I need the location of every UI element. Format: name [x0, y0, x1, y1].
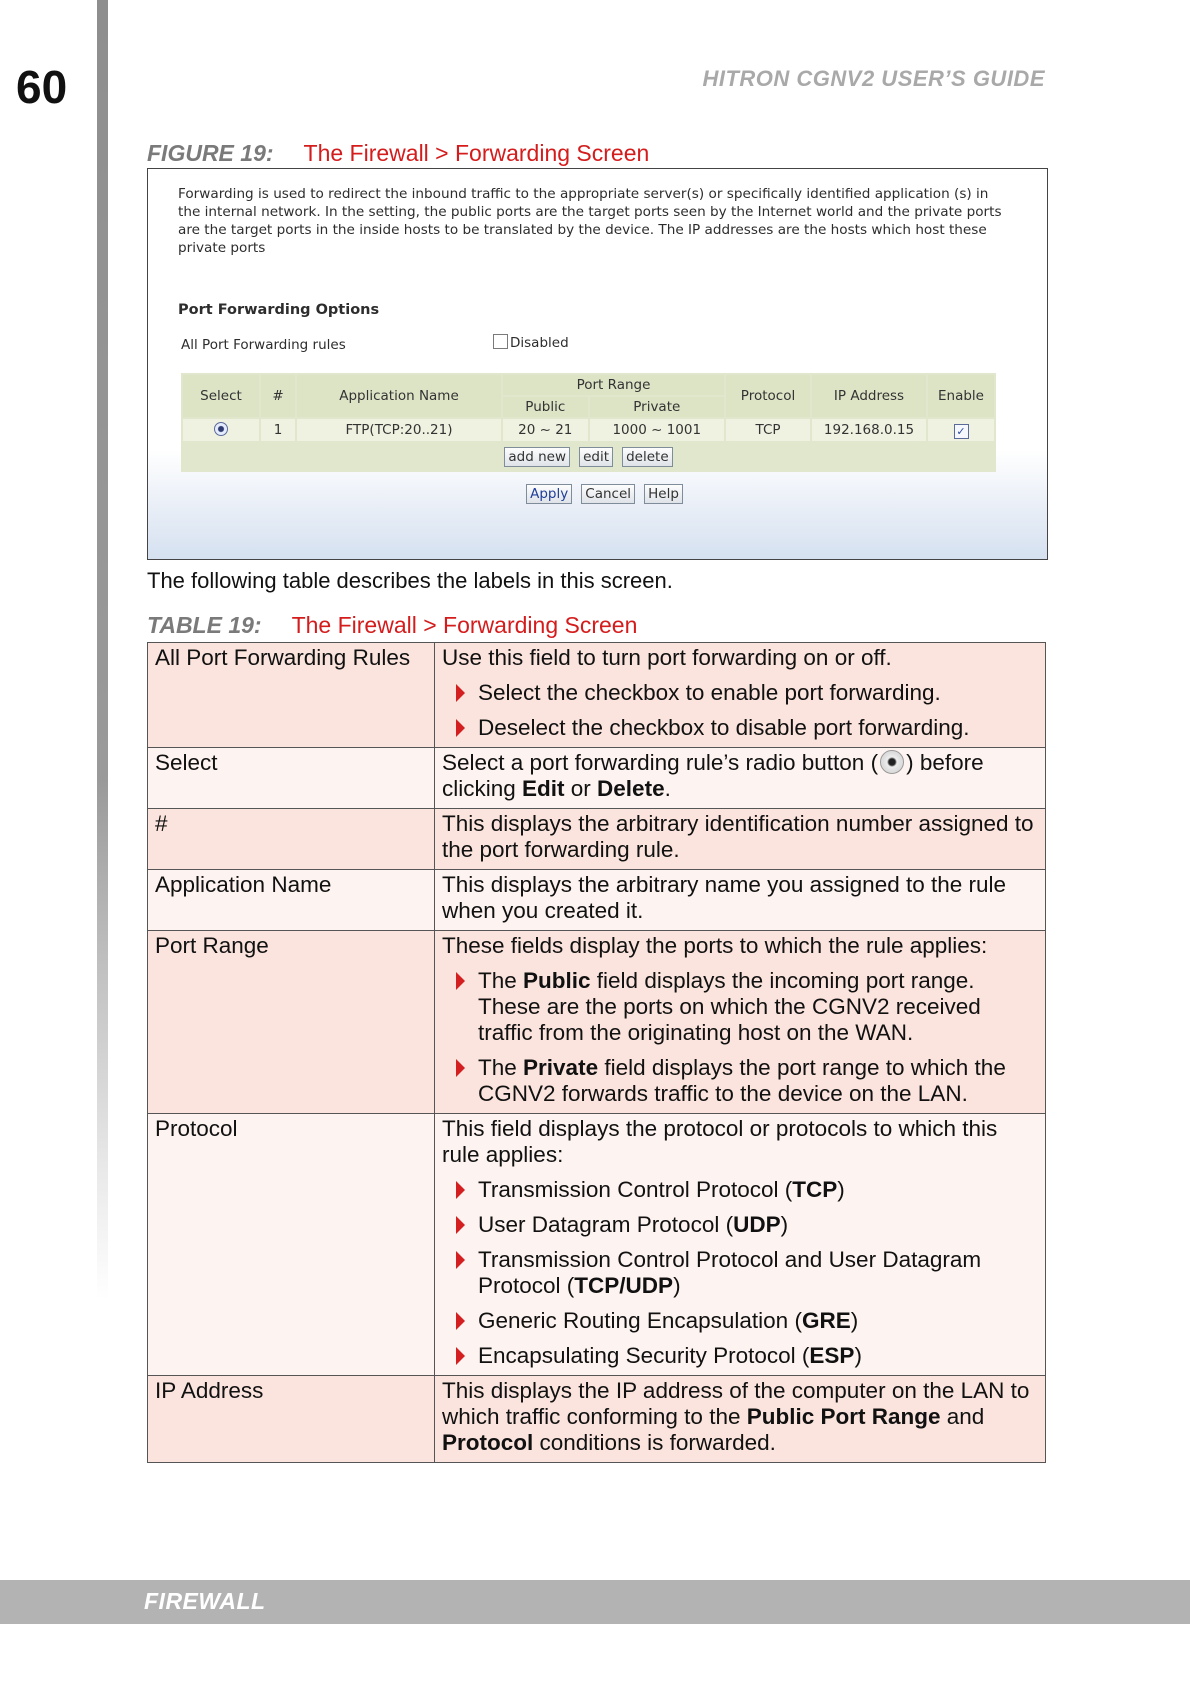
delete-button[interactable]: delete	[622, 447, 673, 467]
row-number: 1	[261, 419, 295, 441]
row-label: Application Name	[148, 870, 435, 931]
col-public: Public	[503, 397, 588, 417]
row-private-range: 1000 ~ 1001	[590, 419, 724, 441]
col-ip-address: IP Address	[812, 375, 926, 417]
row-label: IP Address	[148, 1376, 435, 1463]
table-row	[148, 643, 1046, 748]
row-label: All Port Forwarding Rules	[148, 643, 435, 748]
figure-intro-text: Forwarding is used to redirect the inbound traffic to the appropriate server(s) or specifically identified application (s) in the internal network. In the setting, the public ports are the target ports seen by the Internet world and the private ports are the target ports in the inside hosts to be translated by the device. The IP addresses are the hosts which host these private ports	[178, 186, 1002, 256]
bullet-item: Transmission Control Protocol and User Datagram Protocol (TCP/UDP)	[442, 1247, 1038, 1299]
select-radio[interactable]	[214, 422, 228, 436]
description-table	[147, 642, 1046, 1463]
table-row	[148, 809, 1046, 870]
row-label: Select	[148, 748, 435, 809]
row-protocol: TCP	[726, 419, 810, 441]
footer-bar	[0, 1580, 1190, 1624]
col-application-name: Application Name	[297, 375, 501, 417]
table-button-row	[181, 443, 996, 472]
footer-section-title: FIREWALL	[144, 1588, 266, 1614]
disabled-label: Disabled	[510, 335, 569, 351]
table-row	[148, 1376, 1046, 1463]
table-intro-text: The following table describes the labels in this screen.	[147, 568, 673, 593]
enable-checkbox[interactable]: ✓	[954, 424, 969, 439]
row-description: This field displays the protocol or protocols to which this rule applies: Transmission Control Protocol (TCP) User Datagram Protocol (UDP) Transmission Control Protocol and User Datagram Protocol (TCP/UDP) Generic Routing Encapsulation (GRE) Encapsulating Security Protocol (ESP)	[435, 1114, 1046, 1376]
col-port-range: Port Range	[503, 375, 724, 395]
row-label: #	[148, 809, 435, 870]
edit-button[interactable]: edit	[579, 447, 613, 467]
col-enable: Enable	[928, 375, 994, 417]
col-select: Select	[183, 375, 259, 417]
table-caption	[147, 612, 637, 639]
table-row	[148, 870, 1046, 931]
row-application-name: FTP(TCP:20..21)	[297, 419, 501, 441]
table-label: TABLE 19:	[147, 612, 262, 638]
all-port-forwarding-rules-label: All Port Forwarding rules	[181, 337, 346, 353]
help-button[interactable]: Help	[644, 484, 683, 504]
figure-title: The Firewall > Forwarding Screen	[303, 140, 650, 166]
radio-button-icon	[880, 750, 904, 774]
row-description: This displays the arbitrary name you assigned to the rule when you created it.	[435, 870, 1046, 931]
bullet-item: Transmission Control Protocol (TCP)	[442, 1177, 1038, 1203]
col-number: #	[261, 375, 295, 417]
row-description: Select a port forwarding rule’s radio button ( ) before clicking Edit or Delete.	[435, 748, 1046, 809]
table-row	[148, 931, 1046, 1114]
side-bar	[97, 0, 108, 1300]
col-protocol: Protocol	[726, 375, 810, 417]
row-public-range: 20 ~ 21	[503, 419, 588, 441]
row-description: These fields display the ports to which the rule applies: The Public field displays the incoming port range. These are the ports on which the CGNV2 received traffic from the originating host on the WAN. The Private field displays the port range to which the CGNV2 forwards traffic to the device on the LAN.	[435, 931, 1046, 1114]
form-actions	[148, 483, 1047, 504]
bullet-item: Generic Routing Encapsulation (GRE)	[442, 1308, 1038, 1334]
table-row	[183, 419, 994, 441]
figure-screenshot	[147, 168, 1048, 560]
apply-button[interactable]: Apply	[526, 484, 572, 504]
row-label: Port Range	[148, 931, 435, 1114]
bullet-item: Deselect the checkbox to disable port forwarding.	[442, 715, 1038, 741]
bullet-item: Select the checkbox to enable port forwarding.	[442, 680, 1038, 706]
row-label: Protocol	[148, 1114, 435, 1376]
bullet-item: User Datagram Protocol (UDP)	[442, 1212, 1038, 1238]
bullet-item: The Private field displays the port range to which the CGNV2 forwards traffic to the device on the LAN.	[442, 1055, 1038, 1107]
figure-caption	[147, 140, 649, 167]
table-title: The Firewall > Forwarding Screen	[291, 612, 638, 638]
guide-title: HITRON CGNV2 USER’S GUIDE	[702, 66, 1045, 91]
row-description: This displays the IP address of the computer on the LAN to which traffic conforming to the Public Port Range and Protocol conditions is forwarded.	[435, 1376, 1046, 1463]
table-row	[148, 1114, 1046, 1376]
row-ip-address: 192.168.0.15	[812, 419, 926, 441]
disabled-option[interactable]	[493, 334, 569, 351]
row-description: This displays the arbitrary identification number assigned to the port forwarding rule.	[435, 809, 1046, 870]
port-forwarding-table	[181, 373, 996, 472]
row-description: Use this field to turn port forwarding on or off. Select the checkbox to enable port forwarding. Deselect the checkbox to disable port forwarding.	[435, 643, 1046, 748]
bullet-item: The Public field displays the incoming port range. These are the ports on which the CGNV2 received traffic from the originating host on the WAN.	[442, 968, 1038, 1046]
bullet-item: Encapsulating Security Protocol (ESP)	[442, 1343, 1038, 1369]
cancel-button[interactable]: Cancel	[581, 484, 635, 504]
figure-label: FIGURE 19:	[147, 140, 274, 166]
disabled-checkbox[interactable]	[493, 334, 508, 349]
page-number: 60	[16, 61, 68, 113]
col-private: Private	[590, 397, 724, 417]
add-new-button[interactable]: add new	[504, 447, 570, 467]
table-row	[148, 748, 1046, 809]
port-forwarding-options-heading: Port Forwarding Options	[178, 302, 380, 318]
